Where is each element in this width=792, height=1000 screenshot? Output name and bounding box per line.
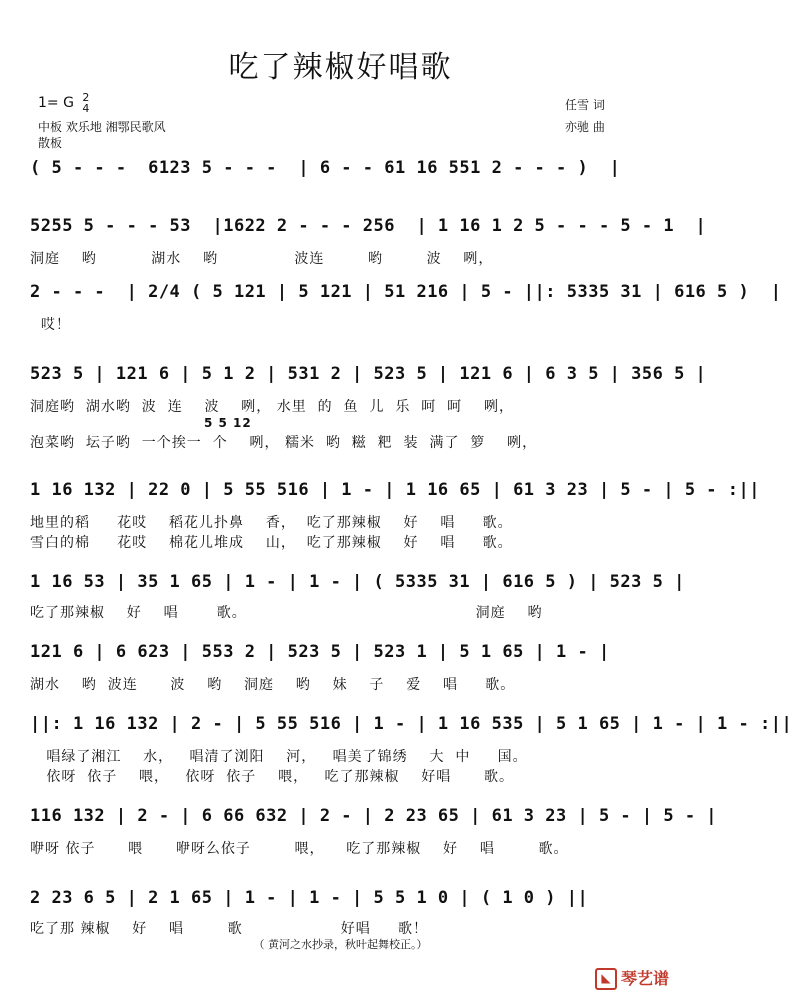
notation-line: 1 16 132 | 22 0 | 5 55 516 | 1 - | 1 16 65 | 61 3 23 | 5 - | 5 - :||: [30, 480, 760, 500]
lyric-line: 湖水 哟 波连 波 哟 洞庭 哟 妹 子 爱 唱 歌。: [30, 677, 516, 693]
notation-line: 523 5 | 121 6 | 5 1 2 | 531 2 | 523 5 | 121 6 | 6 3 5 | 356 5 |: [30, 364, 707, 384]
lyric-line: 吃了那 辣椒 好 唱 歌 好唱 歌！: [30, 921, 429, 937]
small-notation: 5 5 12: [204, 416, 252, 430]
lyric-line: 洞庭哟 湖水哟 波 连 波 咧， 水里 的 鱼 儿 乐 呵 呵 咧，: [30, 399, 514, 415]
time-bottom: 4: [82, 102, 90, 115]
notation-line: 5255 5 - - - 53 |1622 2 - - - 256 | 1 16 1 2 5 - - - 5 - 1 |: [30, 216, 707, 236]
key-text: 1= G: [38, 95, 74, 111]
notation-line: 116 132 | 2 - | 6 66 632 | 2 - | 2 23 65 | 61 3 23 | 5 - | 5 - |: [30, 806, 718, 826]
lyric-line: 洞庭 哟 湖水 哟 波连 哟 波 咧，: [30, 251, 494, 267]
notation-line: ||: 1 16 132 | 2 - | 5 55 516 | 1 - | 1 16 535 | 5 1 65 | 1 - | 1 - :||: [30, 714, 792, 734]
notation-line: 121 6 | 6 623 | 553 2 | 523 5 | 523 1 | 5 1 65 | 1 - |: [30, 642, 610, 662]
notation-line: 1 16 53 | 35 1 65 | 1 - | 1 - | ( 5335 31 | 616 5 ) | 523 5 |: [30, 572, 685, 592]
lyric-line: 咿呀 依子 喂 咿呀么依子 喂， 吃了那辣椒 好 唱 歌。: [30, 841, 569, 857]
key-signature: [38, 92, 89, 114]
logo-icon: ◣: [595, 968, 617, 990]
song-title: 吃了辣椒好唱歌: [228, 50, 453, 85]
lyric-line: 泡菜哟 坛子哟 一个挨一 个 咧， 糯米 哟 糍 粑 装 满了 箩 咧，: [30, 435, 538, 451]
lyric-line: 依呀 依子 喂， 依呀 依子 喂， 吃了那辣椒 好唱 歌。: [30, 769, 514, 785]
time-top: 2: [82, 91, 90, 104]
notation-line: ( 5 - - - 6123 5 - - - | 6 - - 61 16 551 2 - - - ) |: [30, 158, 621, 178]
lyricist: 任雪 词: [565, 98, 605, 112]
time-signature: [82, 92, 89, 114]
lyric-line: 雪白的棉 花哎 棉花儿堆成 山， 吃了那辣椒 好 唱 歌。: [30, 535, 513, 551]
site-logo: [595, 966, 669, 991]
transcription-credit: （ 黄河之水抄录，秋叶起舞校正。）: [253, 938, 428, 951]
notation-line: 2 - - - | 2/4 ( 5 121 | 5 121 | 51 216 | 5 - ||: 5335 31 | 616 5 ) |: [30, 282, 782, 302]
composer: 亦驰 曲: [565, 120, 605, 134]
sanban-marking: 散板: [38, 136, 63, 150]
tempo-marking: 中板 欢乐地 湘鄂民歌风: [38, 120, 166, 134]
lyric-line: 哎！: [30, 317, 71, 333]
logo-text: 琴艺谱: [620, 968, 669, 988]
notation-line: 2 23 6 5 | 2 1 65 | 1 - | 1 - | 5 5 1 0 | ( 1 0 ) ||: [30, 888, 589, 908]
lyric-line: 唱绿了湘江 水， 唱清了浏阳 河， 唱美了锦绣 大 中 国。: [30, 749, 528, 765]
lyric-line: 吃了那辣椒 好 唱 歌。 洞庭 哟: [30, 605, 543, 621]
lyric-line: 地里的稻 花哎 稻花儿扑鼻 香， 吃了那辣椒 好 唱 歌。: [30, 515, 513, 531]
